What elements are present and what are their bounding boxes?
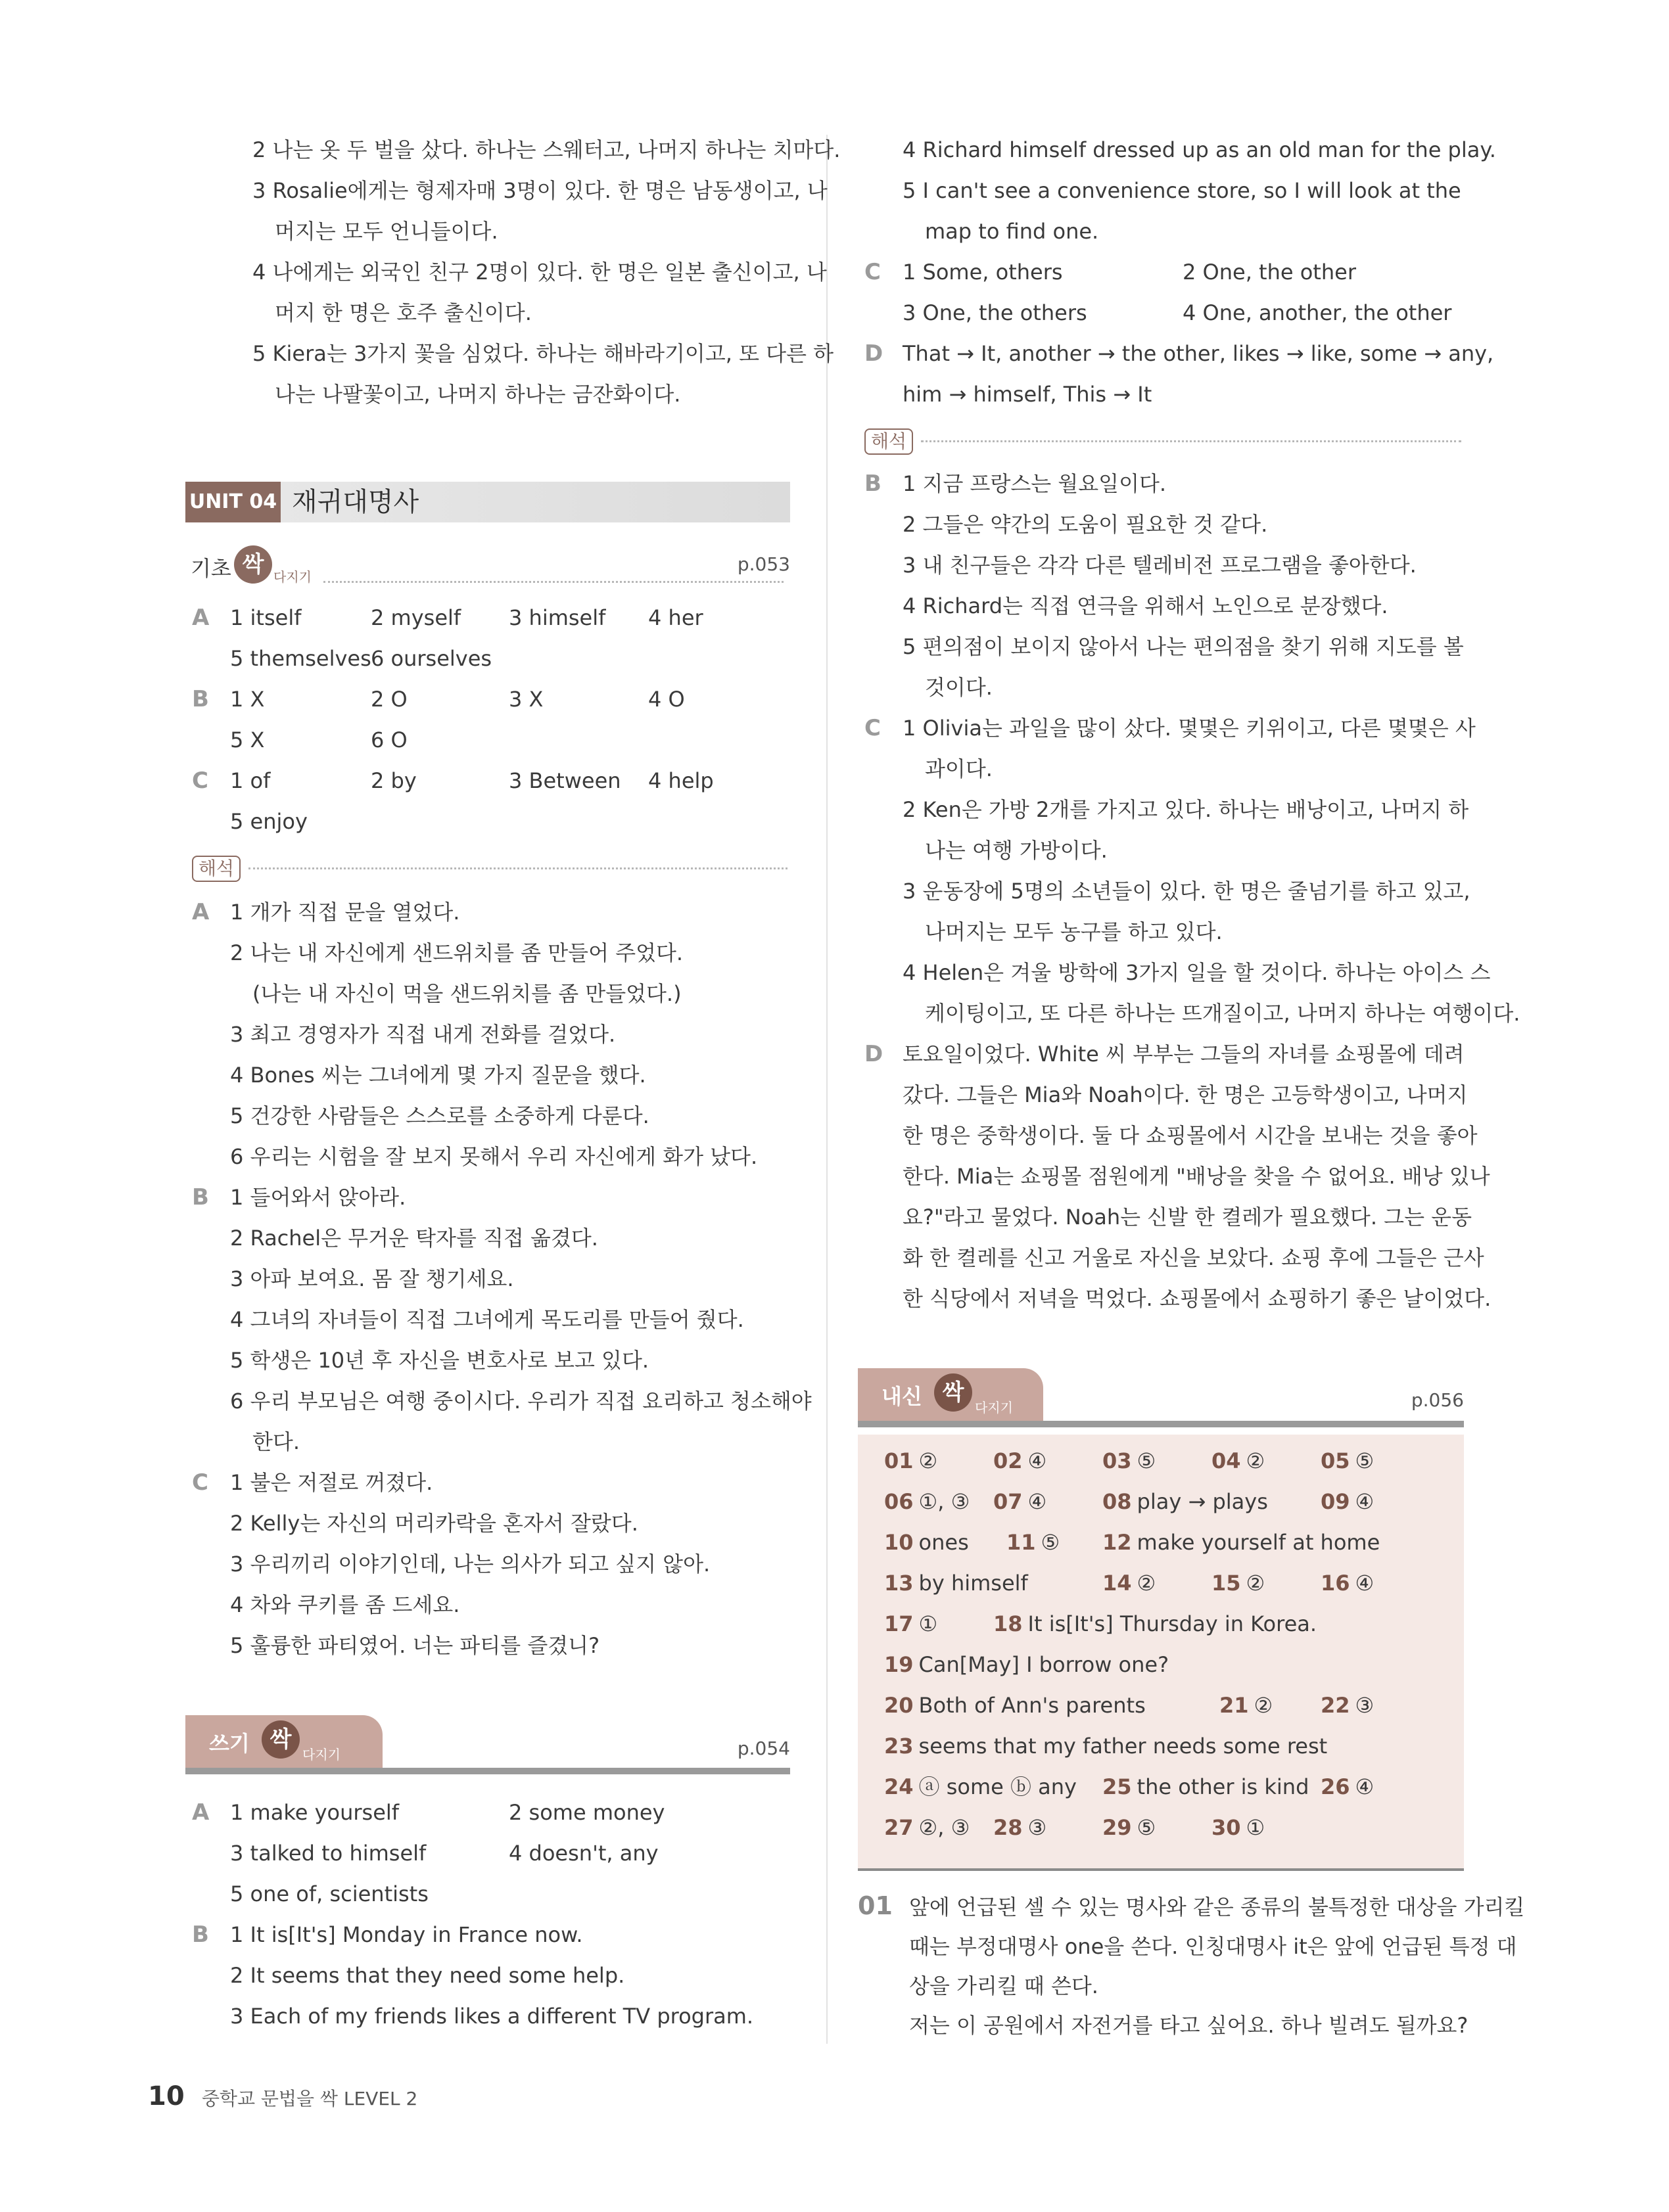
translation-line: 나머지는 모두 농구를 하고 있다.: [925, 919, 1223, 944]
section-word: 쓰기: [209, 1731, 250, 1756]
answer-item: 30 ①: [1211, 1815, 1265, 1840]
ssak-badge: 싹: [234, 545, 272, 584]
translation-line: 6 우리는 시험을 잘 보지 못해서 우리 자신에게 화가 났다.: [230, 1144, 758, 1169]
translation-line: 3 내 친구들은 각각 다른 텔레비전 프로그램을 좋아한다.: [903, 553, 1417, 578]
section-label-b: B: [192, 1922, 209, 1948]
unit-header: [185, 482, 790, 522]
translation-line: 4 Bones 씨는 그녀에게 몇 가지 질문을 했다.: [230, 1063, 646, 1088]
translation-line: 4 Richard는 직접 연극을 위해서 노인으로 분장했다.: [903, 593, 1388, 618]
unit-badge: UNIT 04: [185, 482, 281, 522]
translation-line: 과이다.: [925, 756, 993, 781]
translation-line: (나는 내 자신이 먹을 샌드위치를 좀 만들었다.): [252, 981, 682, 1006]
translation-line: 2 그들은 약간의 도움이 필요한 것 같다.: [903, 512, 1268, 537]
explanation-line: 앞에 언급된 셀 수 있는 명사와 같은 종류의 불특정한 대상을 가리킬: [909, 1895, 1525, 1920]
text-line: map to find one.: [925, 219, 1099, 244]
translation-line: 한다. Mia는 쇼핑몰 점원에게 "배낭을 찾을 수 없어요. 배낭 있나: [903, 1164, 1490, 1189]
text-line: 나는 나팔꽃이고, 나머지 하나는 금잔화이다.: [275, 382, 681, 407]
translation-line: 한 식당에서 저녁을 먹었다. 쇼핑몰에서 쇼핑하기 좋은 날이었다.: [903, 1286, 1492, 1311]
answer-key-box: [858, 1435, 1464, 1871]
translation-line: 5 훌륭한 파티였어. 너는 파티를 즐겼니?: [230, 1633, 600, 1658]
section-label-b: B: [192, 1184, 209, 1210]
text-line: 2 나는 옷 두 벌을 샀다. 하나는 스웨터고, 나머지 하나는 치마다.: [252, 137, 841, 162]
answer-item: 5 one of, scientists: [230, 1881, 429, 1906]
translation-line: 2 나는 내 자신에게 샌드위치를 좀 만들어 주었다.: [230, 940, 684, 965]
answer-item: 1 itself: [230, 605, 302, 630]
translation-line: 5 편의점이 보이지 않아서 나는 편의점을 찾기 위해 지도를 볼: [903, 634, 1464, 659]
translation-line: 1 들어와서 앉아라.: [230, 1185, 406, 1210]
answer-item: 11 ⑤: [1006, 1530, 1060, 1555]
translation-line: 5 건강한 사람들은 스스로를 소중하게 다룬다.: [230, 1103, 649, 1128]
section-script: 다지기: [302, 1747, 341, 1763]
answer-item: 3 himself: [509, 605, 606, 630]
translation-line: 1 지금 프랑스는 월요일이다.: [903, 471, 1167, 496]
answer-item: 18 It is[It's] Thursday in Korea.: [993, 1611, 1317, 1636]
text-line: 머지 한 명은 호주 출신이다.: [275, 300, 532, 325]
text-line: 4 Richard himself dressed up as an old man for the play.: [903, 137, 1496, 162]
translation-line: 2 Kelly는 자신의 머리카락을 혼자서 잘랐다.: [230, 1511, 638, 1536]
answer-item: 15 ②: [1211, 1571, 1265, 1596]
section-label-a: A: [192, 1799, 210, 1826]
ssak-badge: 싹: [934, 1373, 972, 1412]
translation-line: 4 차와 쿠키를 좀 드세요.: [230, 1592, 460, 1617]
page-number: 10: [148, 2081, 185, 2111]
dotted-rule: [248, 867, 787, 869]
translation-line: 것이다.: [925, 675, 993, 700]
section-label-c: C: [192, 768, 208, 794]
translation-line: 4 Helen은 겨울 방학에 3가지 일을 할 것이다. 하나는 아이스 스: [903, 960, 1491, 985]
dotted-rule: [921, 440, 1461, 442]
section-label-a: A: [192, 899, 210, 925]
section-label-c: C: [864, 259, 881, 285]
answer-item: 06 ①, ③: [884, 1489, 970, 1514]
unit-title: 재귀대명사: [292, 487, 419, 517]
answer-item: 21 ②: [1219, 1693, 1273, 1718]
answer-item: 20 Both of Ann's parents: [884, 1693, 1146, 1718]
section-label-b: B: [864, 471, 882, 497]
answer-item: 09 ④: [1321, 1489, 1375, 1514]
translation-line: 화 한 켤레를 신고 거울로 자신을 보았다. 쇼핑 후에 그들은 근사: [903, 1245, 1484, 1270]
answer-item: 3 One, the others: [903, 300, 1087, 325]
translation-line: 2 Ken은 가방 2개를 가지고 있다. 하나는 배낭이고, 나머지 하: [903, 797, 1469, 822]
answer-item: 4 O: [648, 687, 685, 712]
translation-line: 한다.: [252, 1429, 300, 1454]
answer-item: 27 ②, ③: [884, 1815, 970, 1840]
answer-item: 3 Between: [509, 768, 621, 793]
column-divider: [826, 135, 828, 2044]
answer-item: 5 X: [230, 727, 265, 752]
translation-line: 6 우리 부모님은 여행 중이시다. 우리가 직접 요리하고 청소해야: [230, 1389, 812, 1414]
text-line: 머지는 모두 언니들이다.: [275, 219, 498, 244]
answer-item: 14 ②: [1102, 1571, 1156, 1596]
answer-item: 22 ③: [1321, 1693, 1375, 1718]
answer-item: 03 ⑤: [1102, 1448, 1156, 1473]
answer-item: 07 ④: [993, 1489, 1047, 1514]
answer-item: 5 themselves: [230, 646, 371, 671]
translation-line: 요?"라고 물었다. Noah는 신발 한 켤레가 필요했다. 그는 운동: [903, 1205, 1472, 1230]
answer-item: 04 ②: [1211, 1448, 1265, 1473]
text-line: 3 Rosalie에게는 형제자매 3명이 있다. 한 명은 남동생이고, 나: [252, 178, 828, 203]
answer-item: 5 enjoy: [230, 809, 308, 834]
section-rule: [858, 1421, 1464, 1427]
answer-item: 10 ones: [884, 1530, 969, 1555]
translation-line: 1 불은 저절로 꺼졌다.: [230, 1470, 433, 1495]
explanation-number: 01: [858, 1891, 893, 1920]
answer-line: 3 Each of my friends likes a different TV program.: [230, 2004, 754, 2029]
section-script: 다지기: [273, 569, 312, 585]
haeseok-tag: 해석: [192, 856, 241, 882]
text-line: 5 I can't see a convenience store, so I will look at the: [903, 178, 1461, 203]
page-reference: p.054: [737, 1738, 790, 1759]
answer-line: him → himself, This → It: [903, 382, 1152, 407]
page-reference: p.056: [1411, 1389, 1464, 1411]
text-line: 5 Kiera는 3가지 꽃을 심었다. 하나는 해바라기이고, 또 다른 하: [252, 341, 834, 366]
answer-item: 01 ②: [884, 1448, 938, 1473]
gicho-section-header: [191, 545, 790, 585]
answer-item: 6 ourselves: [371, 646, 492, 671]
section-label-d: D: [864, 1041, 883, 1067]
answer-line: 2 It seems that they need some help.: [230, 1963, 625, 1988]
answer-item: 16 ④: [1321, 1571, 1375, 1596]
answer-item: 2 by: [371, 768, 417, 793]
answer-item: 08 play → plays: [1102, 1489, 1268, 1514]
translation-line: 케이팅이고, 또 다른 하나는 뜨개질이고, 나머지 하나는 여행이다.: [925, 1001, 1520, 1026]
answer-item: 29 ⑤: [1102, 1815, 1156, 1840]
translation-line: 5 학생은 10년 후 자신을 변호사로 보고 있다.: [230, 1348, 649, 1373]
answer-item: 13 by himself: [884, 1571, 1028, 1596]
answer-item: 3 X: [509, 687, 544, 712]
explanation-line: 저는 이 공원에서 자전거를 타고 싶어요. 하나 빌려도 될까요?: [909, 2013, 1469, 2038]
haeseok-tag: 해석: [864, 428, 913, 455]
translation-line: 갔다. 그들은 Mia와 Noah이다. 한 명은 고등학생이고, 나머지: [903, 1082, 1468, 1107]
section-label-c: C: [192, 1469, 208, 1496]
answer-item: 2 One, the other: [1183, 260, 1356, 285]
translation-line: 토요일이었다. White 씨 부부는 그들의 자녀를 쇼핑몰에 데려: [903, 1042, 1465, 1067]
text-line: 4 나에게는 외국인 친구 2명이 있다. 한 명은 일본 출신이고, 나: [252, 260, 827, 285]
answer-item: 4 One, another, the other: [1183, 300, 1452, 325]
section-label-c: C: [864, 715, 881, 741]
answer-item: 05 ⑤: [1321, 1448, 1375, 1473]
translation-line: 한 명은 중학생이다. 둘 다 쇼핑몰에서 시간을 보내는 것을 좋아: [903, 1123, 1478, 1148]
answer-item: 2 O: [371, 687, 408, 712]
answer-item: 4 help: [648, 768, 714, 793]
sseugi-section-tab: [185, 1715, 383, 1769]
answer-item: 19 Can[May] I borrow one?: [884, 1652, 1169, 1677]
answer-item: 24 ⓐ some ⓑ any: [884, 1774, 1077, 1799]
translation-line: 3 아파 보여요. 몸 잘 챙기세요.: [230, 1266, 514, 1291]
section-rule: [185, 1768, 790, 1774]
dotted-rule: [323, 581, 784, 583]
answer-item: 1 of: [230, 768, 271, 793]
answer-item: 25 the other is kind: [1102, 1774, 1309, 1799]
translation-line: 3 운동장에 5명의 소년들이 있다. 한 명은 줄넘기를 하고 있고,: [903, 879, 1470, 904]
translation-line: 1 개가 직접 문을 열었다.: [230, 900, 460, 925]
translation-line: 3 우리끼리 이야기인데, 나는 의사가 되고 싶지 않아.: [230, 1552, 711, 1577]
answer-item: 02 ④: [993, 1448, 1047, 1473]
answer-item: 1 Some, others: [903, 260, 1063, 285]
translation-line: 3 최고 경영자가 직접 내게 전화를 걸었다.: [230, 1022, 616, 1047]
section-label-b: B: [192, 686, 209, 712]
answer-item: 6 O: [371, 727, 408, 752]
answer-item: 17 ①: [884, 1611, 938, 1636]
translation-line: 1 Olivia는 과일을 많이 샀다. 몇몇은 키위이고, 다른 몇몇은 사: [903, 716, 1476, 741]
section-label-d: D: [864, 340, 883, 367]
answer-item: 23 seems that my father needs some rest: [884, 1734, 1328, 1759]
translation-line: 2 Rachel은 무거운 탁자를 직접 옮겼다.: [230, 1226, 598, 1251]
answer-item: 2 myself: [371, 605, 461, 630]
explanation-line: 때는 부정대명사 one을 쓴다. 인칭대명사 it은 앞에 언급된 특정 대: [909, 1934, 1517, 1959]
section-label-a: A: [192, 605, 210, 631]
answer-line: 1 It is[It's] Monday in France now.: [230, 1922, 583, 1947]
answer-item: 26 ④: [1321, 1774, 1375, 1799]
page-footer: [148, 2082, 417, 2113]
explanation-line: 상을 가리킬 때 쓴다.: [909, 1973, 1098, 1998]
answer-line: That → It, another → the other, likes → like, some → any,: [903, 341, 1494, 366]
answer-item: 12 make yourself at home: [1102, 1530, 1380, 1555]
answer-item: 28 ③: [993, 1815, 1047, 1840]
answer-item: 2 some money: [509, 1800, 665, 1825]
answer-item: 1 X: [230, 687, 265, 712]
book-title: 중학교 문법을 싹 LEVEL 2: [201, 2088, 418, 2109]
answer-item: 3 talked to himself: [230, 1841, 427, 1866]
translation-line: 4 그녀의 자녀들이 직접 그녀에게 목도리를 만들어 줬다.: [230, 1307, 744, 1332]
answer-item: 4 doesn't, any: [509, 1841, 659, 1866]
section-word: 기초: [191, 556, 231, 581]
ssak-badge: 싹: [262, 1720, 300, 1759]
page-reference: p.053: [737, 553, 790, 575]
naesin-section-tab: [858, 1368, 1043, 1422]
section-word: 내신: [882, 1384, 922, 1409]
translation-line: 나는 여행 가방이다.: [925, 838, 1108, 863]
answer-item: 1 make yourself: [230, 1800, 400, 1825]
answer-item: 4 her: [648, 605, 703, 630]
section-script: 다지기: [975, 1400, 1013, 1416]
